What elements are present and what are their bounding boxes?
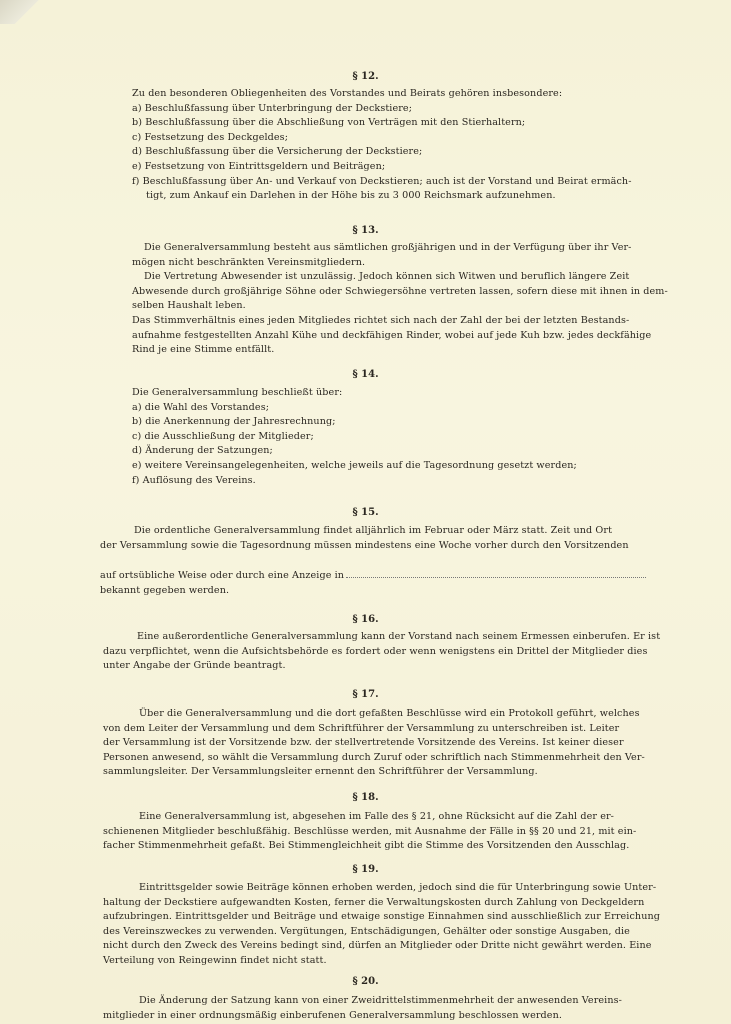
- section-12-heading: § 12.: [352, 71, 379, 82]
- section-20-heading: § 20.: [352, 976, 379, 987]
- text-line: Die ordentliche Generalversammlung findet alljährlich im Februar oder März statt. Zeit und Ort: [134, 525, 613, 536]
- text-line: von dem Leiter der Versammlung und dem Schriftführer der Versammlung zu unterschreiben ist. Leiter: [103, 722, 620, 734]
- fill-in-blank: [346, 577, 646, 578]
- text-line: aufnahme festgestellten Anzahl Kühe und deckfähigen Rinder, wobei auf jede Kuh bzw. jedes deckfähige: [132, 329, 652, 341]
- text-line: d) Änderung der Satzungen;: [132, 445, 273, 457]
- section-15-body: [100, 524, 675, 598]
- text-line: Die Generalversammlung beschließt über:: [132, 387, 343, 398]
- text-line: tigt, zum Ankauf ein Darlehen in der Höhe bis zu 3 000 Reichsmark aufzunehmen.: [146, 190, 556, 202]
- text-line: f) Auflösung des Vereins.: [132, 474, 256, 486]
- text-line: Das Stimmverhältnis eines jeden Mitgliedes richtet sich nach der Zahl der bei der letzten Bestands-: [132, 314, 630, 326]
- text-line: b) die Anerkennung der Jahresrechnung;: [132, 416, 336, 428]
- text-line: Die Generalversammlung besteht aus sämtlichen großjährigen und in der Verfügung über ihr Ver-: [144, 242, 632, 253]
- text-line: nicht durch den Zweck des Vereins bedingt sind, dürfen an Mitglieder oder Dritte nicht gewährt werden. Eine: [103, 940, 652, 952]
- text-line: d) Beschlußfassung über die Versicherung der Deckstiere;: [132, 146, 423, 158]
- section-20-body: [103, 994, 675, 1023]
- section-12-body: [132, 87, 672, 204]
- text-line: Über die Generalversammlung und die dort gefaßten Beschlüsse wird ein Protokoll geführt, welches: [139, 708, 640, 719]
- section-18-heading: § 18.: [352, 792, 379, 803]
- text-line: Die Änderung der Satzung kann von einer Zweidrittelstimmenmehrheit der anwesenden Vereins-: [139, 995, 622, 1006]
- text-line: haltung der Deckstiere aufgewandten Kosten, ferner die Verwaltungskosten durch Zahlung von Deckgeldern: [103, 896, 645, 908]
- text-line: Eine außerordentliche Generalversammlung kann der Vorstand nach seinem Ermessen einberufen. Er ist: [137, 631, 661, 642]
- section-17-body: [103, 707, 675, 780]
- text-line: mitglieder in einer ordnungsmäßig einberufenen Generalversammlung beschlossen werden.: [103, 1009, 562, 1021]
- section-18-body: [103, 810, 675, 854]
- section-13-heading: § 13.: [352, 225, 379, 236]
- section-17-heading: § 17.: [352, 689, 379, 700]
- text-line: Eintrittsgelder sowie Beiträge können erhoben werden, jedoch sind die für Unterbringung sowie Unter-: [139, 882, 657, 893]
- text-line: mögen nicht beschränkten Vereinsmitgliedern.: [132, 256, 366, 268]
- section-19-body: [103, 881, 675, 969]
- section-16-heading: § 16.: [352, 614, 379, 625]
- text-line: e) weitere Vereinsangelegenheiten, welche jeweils auf die Tagesordnung gesetzt werden;: [132, 459, 577, 471]
- text-line: Zu den besonderen Obliegenheiten des Vorstandes und Beirats gehören insbesondere:: [132, 88, 563, 99]
- text-line: Verteilung von Reingewinn findet nicht statt.: [103, 954, 327, 966]
- text-line: Rind je eine Stimme entfällt.: [132, 344, 275, 356]
- folded-corner: [0, 0, 40, 24]
- text-line: e) Festsetzung von Eintrittsgeldern und Beiträgen;: [132, 160, 386, 172]
- spacer: [100, 553, 675, 569]
- text-line: [100, 569, 675, 584]
- text-line: bekannt gegeben werden.: [100, 584, 230, 596]
- text-line: facher Stimmenmehrheit gefaßt. Bei Stimmengleichheit gibt die Stimme des Vorsitzenden den Ausschlag.: [103, 840, 630, 852]
- section-13-body: [132, 241, 672, 358]
- text-line: Abwesende durch großjährige Söhne oder Schwiegersöhne vertreten lassen, sofern diese mit ihnen in dem-: [132, 285, 668, 297]
- text-line: c) Festsetzung des Deckgeldes;: [132, 131, 289, 143]
- text-line: schienenen Mitglieder beschlußfähig. Beschlüsse werden, mit Ausnahme der Fälle in §§ 20 und 21, mit ein-: [103, 825, 637, 837]
- text-line: des Vereinszweckes zu verwenden. Vergütungen, Entschädigungen, Gehälter oder sonstige Ausgaben, die: [103, 925, 630, 937]
- text-line: f) Beschlußfassung über An- und Verkauf von Deckstieren; auch ist der Vorstand und Beirat ermäch-: [132, 175, 632, 187]
- text-line: b) Beschlußfassung über die Abschließung von Verträgen mit den Stierhaltern;: [132, 117, 526, 129]
- text-line: aufzubringen. Eintrittsgelder und Beiträge und etwaige sonstige Einnahmen sind ausschließlich zur Erreichung: [103, 911, 660, 923]
- text-line: sammlungsleiter. Der Versammlungsleiter ernennt den Schriftführer der Versammlung.: [103, 766, 538, 778]
- text-line: a) die Wahl des Vorstandes;: [132, 401, 270, 413]
- text-line: a) Beschlußfassung über Unterbringung der Deckstiere;: [132, 102, 413, 114]
- text-line: Eine Generalversammlung ist, abgesehen im Falle des § 21, ohne Rücksicht auf die Zahl der er-: [139, 811, 615, 822]
- section-14-body: [132, 386, 672, 488]
- section-14-heading: § 14.: [352, 369, 379, 380]
- text-line: dazu verpflichtet, wenn die Aufsichtsbehörde es fordert oder wenn wenigstens ein Drittel der Mitglieder dies: [103, 645, 648, 657]
- section-15-heading: § 15.: [352, 507, 379, 518]
- text-line: selben Haushalt leben.: [132, 300, 246, 312]
- text-line: der Versammlung ist der Vorsitzende bzw. der stellvertretende Vorsitzende des Vereins. Ist keiner dieser: [103, 737, 624, 749]
- text-line: unter Angabe der Gründe beantragt.: [103, 660, 286, 672]
- text-line-content: auf ortsübliche Weise oder durch eine Anzeige in: [100, 570, 345, 582]
- text-line: Personen anwesend, so wählt die Versammlung durch Zuruf oder schriftlich nach Stimmenmehrheit den Ver-: [103, 751, 645, 763]
- text-line: der Versammlung sowie die Tagesordnung müssen mindestens eine Woche vorher durch den Vorsitzenden: [100, 539, 629, 551]
- section-16-body: [103, 630, 675, 674]
- section-19-heading: § 19.: [352, 864, 379, 875]
- text-line: Die Vertretung Abwesender ist unzulässig. Jedoch können sich Witwen und beruflich längere Zeit: [144, 271, 630, 283]
- text-line: c) die Ausschließung der Mitglieder;: [132, 430, 314, 442]
